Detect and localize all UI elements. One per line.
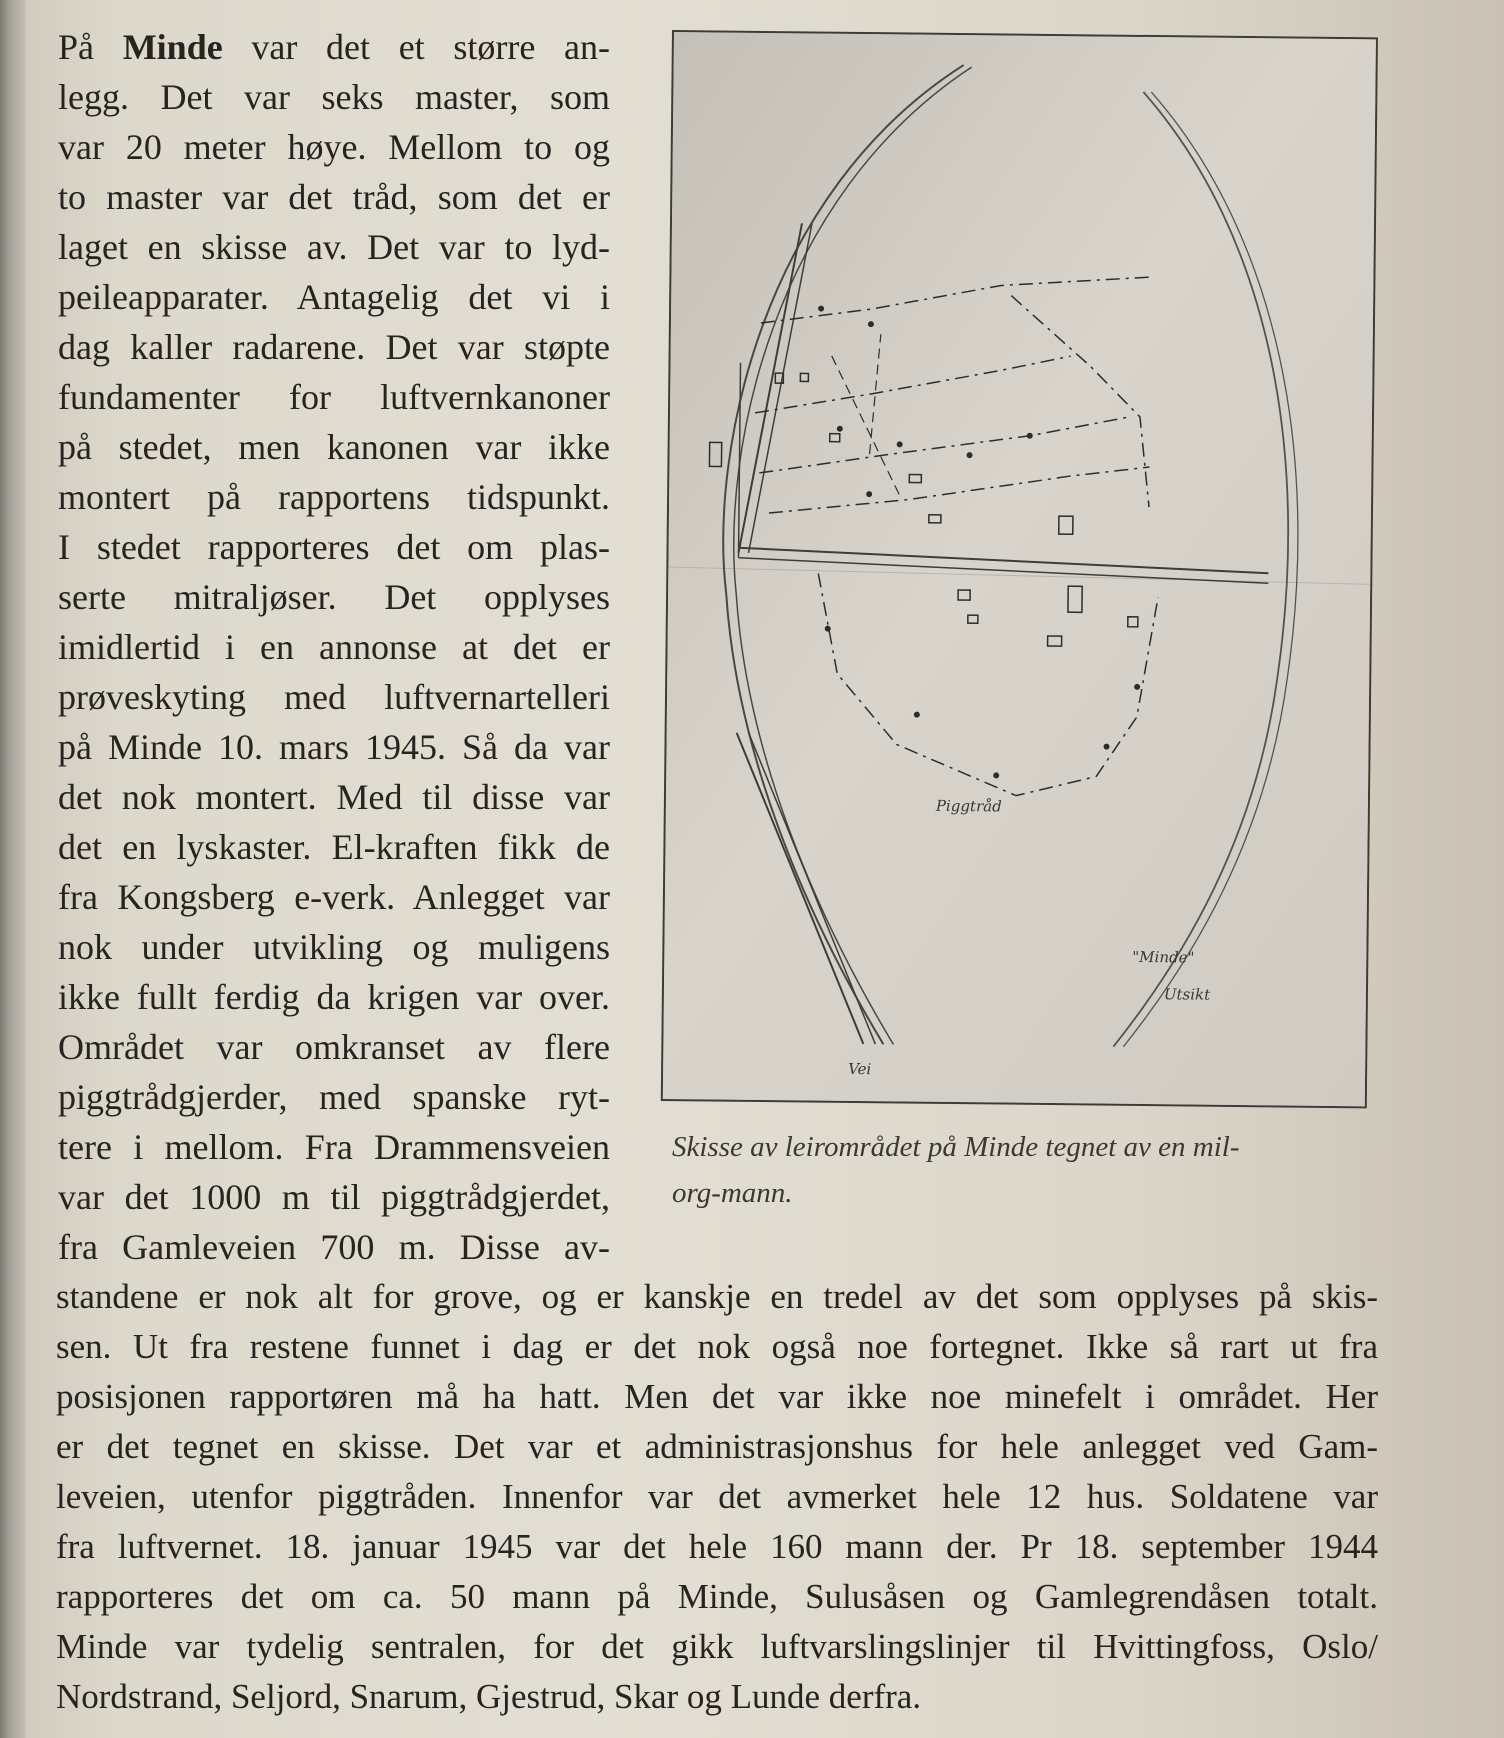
- text-line: laget en skisse av. Det var to lyd-: [58, 227, 610, 267]
- text-line: piggtrådgjerder, med spanske ryt-: [58, 1077, 610, 1117]
- sketch-label-piggtrad: Piggtråd: [935, 796, 1002, 816]
- text-line: var det 1000 m til piggtrådgjerdet,: [58, 1177, 610, 1217]
- text-line: posisjonen rapportøren må ha hatt. Men det var ikke noe minefelt i området. Her: [56, 1377, 1378, 1416]
- text-line: serte mitraljøser. Det opplyses: [58, 577, 610, 617]
- figure-caption: [672, 1124, 1382, 1216]
- text-line: I stedet rapporteres det om plas-: [58, 527, 610, 567]
- text-line: prøveskyting med luftvernartelleri: [58, 677, 610, 717]
- full-width-text: [56, 1272, 1378, 1722]
- text-line: to master var det tråd, som det er: [58, 177, 610, 217]
- text-line: var 20 meter høye. Mellom to og: [58, 127, 610, 167]
- page-binding-edge: [0, 0, 26, 1738]
- text-line: fra Gamleveien 700 m. Disse av-: [58, 1227, 610, 1267]
- minde-bold: Minde: [122, 27, 223, 67]
- text-line: peileapparater. Antagelig det vi i: [58, 277, 610, 317]
- caption-line: org-mann.: [672, 1177, 793, 1209]
- sketch-label-vei: Vei: [848, 1059, 872, 1079]
- text-line: tere i mellom. Fra Drammensveien: [58, 1127, 610, 1167]
- text-line: nok under utvikling og muligens: [58, 927, 610, 967]
- text-line: er det tegnet en skisse. Det var et administrasjonshus for hele anlegget ved Gam-: [56, 1427, 1378, 1466]
- sketch-drawing: [663, 32, 1376, 1106]
- text-column: [58, 22, 610, 1272]
- text-line: Området var omkranset av flere: [58, 1027, 610, 1067]
- text-line: dag kaller radarene. Det var støpte: [58, 327, 610, 367]
- text-line: Nordstrand, Seljord, Snarum, Gjestrud, Skar og Lunde derfra.: [56, 1677, 922, 1716]
- caption-line: Skisse av leirområdet på Minde tegnet av en mil-: [672, 1131, 1240, 1163]
- sketch-label-minde: "Minde": [1132, 947, 1195, 967]
- text-line: fra luftvernet. 18. januar 1945 var det hele 160 mann der. Pr 18. september 1944: [56, 1527, 1378, 1566]
- text-line: ikke fullt ferdig da krigen var over.: [58, 977, 610, 1017]
- text-line: legg. Det var seks master, som: [58, 77, 610, 117]
- text-line: sen. Ut fra restene funnet i dag er det nok også noe fortegnet. Ikke så rart ut fra: [56, 1327, 1378, 1366]
- text-line: på stedet, men kanonen var ikke: [58, 427, 610, 467]
- text-line: standene er nok alt for grove, og er kanskje en tredel av det som opplyses på skis-: [56, 1277, 1378, 1316]
- text-line: imidlertid i en annonse at det er: [58, 627, 610, 667]
- text-line: det nok montert. Med til disse var: [58, 777, 610, 817]
- text-line: fra Kongsberg e-verk. Anlegget var: [58, 877, 610, 917]
- text-line: fundamenter for luftvernkanoner: [58, 377, 610, 417]
- text-line: på Minde 10. mars 1945. Så da var: [58, 727, 610, 767]
- text-line: leveien, utenfor piggtråden. Innenfor var det avmerket hele 12 hus. Soldatene var: [56, 1477, 1378, 1516]
- sketch-label-utsikt: Utsikt: [1163, 985, 1211, 1004]
- text-line: det en lyskaster. El-kraften fikk de: [58, 827, 610, 867]
- text-line: Minde var tydelig sentralen, for det gikk luftvarslingslinjer til Hvittingfoss, Oslo/: [56, 1627, 1378, 1666]
- text-line: montert på rapportens tidspunkt.: [58, 477, 610, 517]
- text-line: På Minde var det et større an-: [58, 27, 610, 67]
- text-line: rapporteres det om ca. 50 mann på Minde, Sulusåsen og Gamlegrendåsen totalt.: [56, 1577, 1378, 1616]
- camp-sketch-figure: [661, 30, 1378, 1108]
